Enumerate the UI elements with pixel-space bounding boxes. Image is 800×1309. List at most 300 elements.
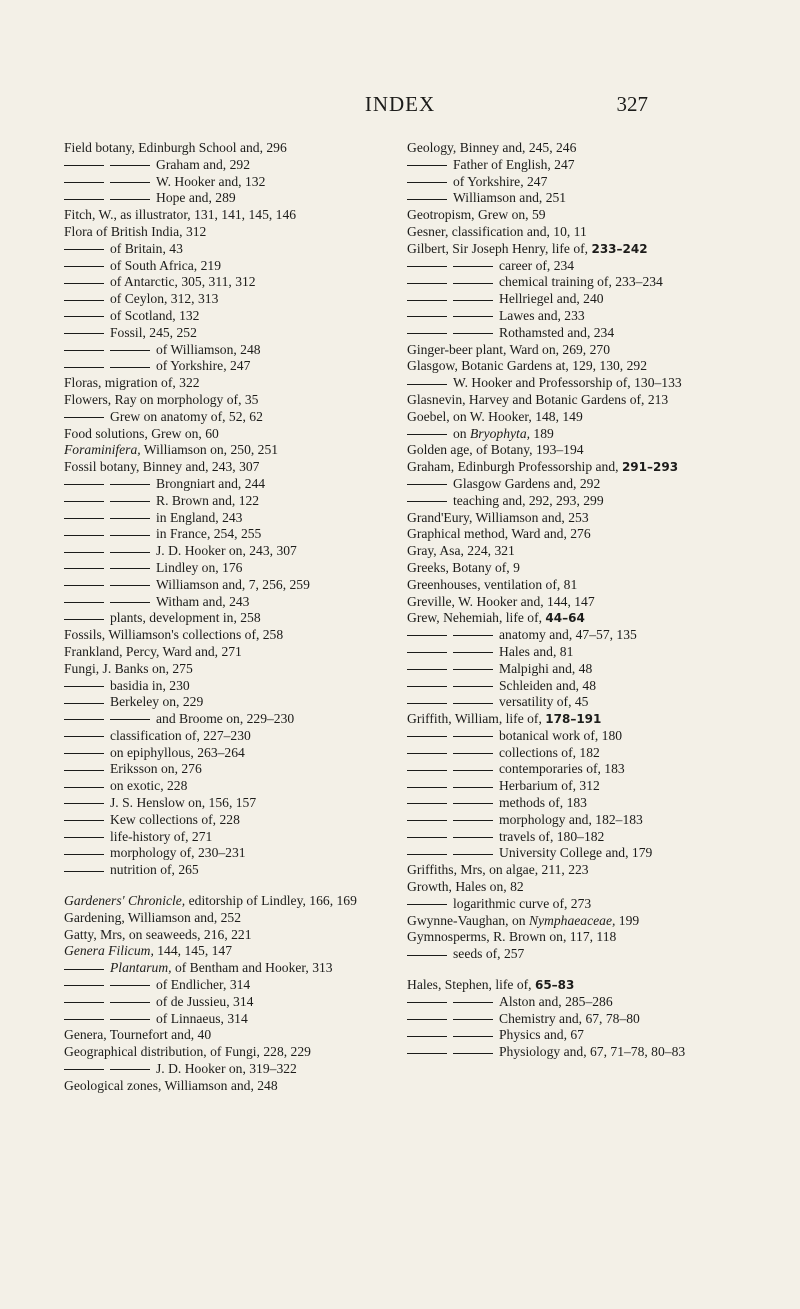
- entry-text: Hales, Stephen, life of,: [407, 977, 535, 993]
- entry-text: Griffith, William, life of,: [407, 711, 546, 727]
- repeat-dash: [64, 182, 104, 183]
- italic-term: Bryophyta,: [470, 425, 531, 441]
- entry-text: Williamson on, 250, 251: [140, 442, 279, 458]
- repeat-dash: [453, 1053, 493, 1054]
- entry-text: Griffiths, Mrs, on algae, 211, 223: [407, 862, 589, 878]
- index-subentry: [407, 661, 725, 678]
- section-gap: [64, 879, 382, 893]
- index-subentry: [407, 678, 725, 695]
- repeat-dash: [453, 736, 493, 737]
- entry-text: Gwynne-Vaughan, on: [407, 912, 529, 928]
- index-subentry: [64, 577, 382, 594]
- entry-text: Graham, Edinburgh Professorship and,: [407, 459, 622, 475]
- repeat-dash: [407, 316, 447, 317]
- repeat-dash: [453, 283, 493, 284]
- entry-text: Greenhouses, ventilation of, 81: [407, 576, 578, 592]
- index-subentry: [407, 308, 725, 325]
- repeat-dash: [64, 736, 104, 737]
- index-entry: [407, 442, 725, 459]
- index-entry: [407, 342, 725, 359]
- entry-text: Flora of British India, 312: [64, 223, 207, 239]
- entry-text: Gardening, Williamson and, 252: [64, 909, 242, 925]
- index-subentry: [64, 594, 382, 611]
- entry-text: Malpighi and, 48: [499, 660, 593, 676]
- index-entry: [64, 1078, 382, 1095]
- entry-text: of Williamson, 248: [156, 341, 261, 357]
- italic-term: Genera Filicum,: [64, 943, 154, 959]
- index-entry: [64, 661, 382, 678]
- index-subentry: [407, 845, 725, 862]
- index-subentry: [64, 409, 382, 426]
- entry-text: on exotic, 228: [110, 778, 188, 794]
- index-entry: [64, 627, 382, 644]
- repeat-dash: [407, 300, 447, 301]
- entry-text: Schleiden and, 48: [499, 677, 597, 693]
- repeat-dash: [453, 1019, 493, 1020]
- repeat-dash: [110, 367, 150, 368]
- main-page-range: 65–83: [534, 978, 575, 993]
- index-subentry: [64, 543, 382, 560]
- index-subentry: [407, 627, 725, 644]
- entry-text: Gesner, classification and, 10, 11: [407, 223, 587, 239]
- index-subentry: [64, 795, 382, 812]
- repeat-dash: [110, 1069, 150, 1070]
- index-entry: [407, 510, 725, 527]
- entry-text: Rothamsted and, 234: [499, 324, 615, 340]
- index-entry: [64, 893, 382, 910]
- repeat-dash: [453, 837, 493, 838]
- entry-text: Lindley on, 176: [156, 559, 243, 575]
- entry-text: W. Hooker and, 132: [156, 173, 266, 189]
- main-page-range: 233–242: [591, 241, 648, 256]
- index-subentry: [407, 1044, 725, 1061]
- index-entry: [407, 358, 725, 375]
- index-subentry: [407, 157, 725, 174]
- entry-text: Graham and, 292: [156, 156, 250, 172]
- index-entry: [407, 610, 725, 627]
- repeat-dash: [64, 417, 104, 418]
- entry-text: Hales and, 81: [499, 643, 574, 659]
- repeat-dash: [64, 518, 104, 519]
- index-subentry: [407, 946, 725, 963]
- entry-text: 189: [530, 425, 554, 441]
- repeat-dash: [453, 1002, 493, 1003]
- index-subentry: [64, 526, 382, 543]
- entry-text: Witham and, 243: [156, 593, 250, 609]
- entry-text: classification of, 227–230: [110, 727, 251, 743]
- index-column-right: [407, 140, 725, 1061]
- index-entry: [407, 577, 725, 594]
- repeat-dash: [407, 501, 447, 502]
- repeat-dash: [64, 871, 104, 872]
- repeat-dash: [64, 266, 104, 267]
- entry-text: travels of, 180–182: [499, 828, 605, 844]
- index-entry: [407, 879, 725, 896]
- repeat-dash: [110, 484, 150, 485]
- entry-text: Gatty, Mrs, on seaweeds, 216, 221: [64, 926, 252, 942]
- index-subentry: [407, 174, 725, 191]
- index-subentry: [64, 342, 382, 359]
- entry-text: Williamson and, 7, 256, 259: [156, 576, 310, 592]
- entry-text: of Endlicher, 314: [156, 977, 251, 993]
- index-subentry: [407, 778, 725, 795]
- entry-text: Geological zones, Williamson and, 248: [64, 1077, 278, 1093]
- index-entry: [64, 459, 382, 476]
- entry-text: Greville, W. Hooker and, 144, 147: [407, 593, 595, 609]
- repeat-dash: [64, 249, 104, 250]
- entry-text: Food solutions, Grew on, 60: [64, 425, 219, 441]
- index-subentry: [64, 291, 382, 308]
- index-subentry: [64, 1011, 382, 1028]
- entry-text: editorship of Lindley, 166, 169: [185, 893, 357, 909]
- index-entry: [407, 929, 725, 946]
- repeat-dash: [64, 837, 104, 838]
- entry-text: University College and, 179: [499, 845, 653, 861]
- repeat-dash: [453, 669, 493, 670]
- entry-text: on epiphyllous, 263–264: [110, 744, 245, 760]
- index-subentry: [64, 1061, 382, 1078]
- entry-text: Lawes and, 233: [499, 307, 585, 323]
- index-subentry: [407, 493, 725, 510]
- entry-text: of Linnaeus, 314: [156, 1010, 248, 1026]
- index-subentry: [64, 560, 382, 577]
- repeat-dash: [407, 1036, 447, 1037]
- index-entry: [64, 375, 382, 392]
- repeat-dash: [64, 165, 104, 166]
- entry-text: Fossil botany, Binney and, 243, 307: [64, 459, 260, 475]
- index-entry: [407, 913, 725, 930]
- repeat-dash: [64, 350, 104, 351]
- entry-text: Goebel, on W. Hooker, 148, 149: [407, 408, 583, 424]
- entry-text: Fossils, Williamson's collections of, 258: [64, 627, 284, 643]
- entry-text: Eriksson on, 276: [110, 761, 202, 777]
- repeat-dash: [453, 787, 493, 788]
- index-subentry: [407, 476, 725, 493]
- index-entry: [407, 207, 725, 224]
- entry-text: Williamson and, 251: [453, 190, 567, 206]
- index-subentry: [407, 375, 725, 392]
- repeat-dash: [64, 199, 104, 200]
- entry-text: Field botany, Edinburgh School and, 296: [64, 140, 287, 155]
- repeat-dash: [64, 703, 104, 704]
- index-entry: [64, 644, 382, 661]
- repeat-dash: [407, 770, 447, 771]
- repeat-dash: [407, 904, 447, 905]
- entry-text: Grew on anatomy of, 52, 62: [110, 408, 263, 424]
- entry-text: of Yorkshire, 247: [453, 173, 548, 189]
- repeat-dash: [64, 1069, 104, 1070]
- index-entry: [407, 241, 725, 258]
- entry-text: of Yorkshire, 247: [156, 358, 251, 374]
- main-page-range: 44–64: [545, 611, 585, 626]
- entry-text: 199: [615, 912, 640, 928]
- index-entry: [64, 392, 382, 409]
- entry-text: Father of English, 247: [453, 156, 575, 172]
- entry-text: in France, 254, 255: [156, 526, 262, 542]
- entry-text: Geology, Binney and, 245, 246: [407, 140, 577, 155]
- entry-text: Physics and, 67: [499, 1027, 584, 1043]
- repeat-dash: [407, 703, 447, 704]
- index-entry: [64, 1027, 382, 1044]
- entry-text: Grew, Nehemiah, life of,: [407, 610, 546, 626]
- index-subentry: [407, 745, 725, 762]
- page-header: [0, 92, 800, 116]
- index-subentry: [64, 728, 382, 745]
- repeat-dash: [407, 333, 447, 334]
- repeat-dash: [407, 837, 447, 838]
- index-entry: [407, 459, 725, 476]
- entry-text: morphology and, 182–183: [499, 811, 643, 827]
- page-title: INDEX: [364, 92, 436, 116]
- repeat-dash: [64, 854, 104, 855]
- entry-text: Gilbert, Sir Joseph Henry, life of,: [407, 240, 592, 256]
- index-subentry: [407, 812, 725, 829]
- entry-text: chemical training of, 233–234: [499, 274, 663, 290]
- entry-text: of Scotland, 132: [110, 307, 200, 323]
- entry-text: seeds of, 257: [453, 946, 525, 962]
- repeat-dash: [453, 635, 493, 636]
- repeat-dash: [453, 333, 493, 334]
- repeat-dash: [110, 501, 150, 502]
- repeat-dash: [64, 719, 104, 720]
- repeat-dash: [453, 300, 493, 301]
- index-subentry: [64, 190, 382, 207]
- index-entry: [64, 140, 382, 157]
- entry-text: Hellriegel and, 240: [499, 291, 604, 307]
- repeat-dash: [407, 283, 447, 284]
- entry-text: J. D. Hooker on, 243, 307: [156, 543, 297, 559]
- repeat-dash: [64, 602, 104, 603]
- entry-text: methods of, 183: [499, 795, 587, 811]
- entry-text: Fossil, 245, 252: [110, 324, 197, 340]
- repeat-dash: [64, 367, 104, 368]
- entry-text: on: [453, 425, 470, 441]
- repeat-dash: [64, 753, 104, 754]
- entry-text: Gymnosperms, R. Brown on, 117, 118: [407, 929, 617, 945]
- italic-term: Plantarum,: [110, 960, 172, 976]
- index-subentry: [64, 241, 382, 258]
- repeat-dash: [110, 518, 150, 519]
- index-subentry: [64, 761, 382, 778]
- repeat-dash: [407, 803, 447, 804]
- repeat-dash: [453, 1036, 493, 1037]
- repeat-dash: [64, 484, 104, 485]
- repeat-dash: [64, 535, 104, 536]
- index-entry: [407, 711, 725, 728]
- entry-text: 144, 145, 147: [153, 943, 233, 959]
- repeat-dash: [407, 1002, 447, 1003]
- repeat-dash: [407, 434, 447, 435]
- repeat-dash: [64, 619, 104, 620]
- repeat-dash: [453, 803, 493, 804]
- index-entry: [64, 910, 382, 927]
- index-entry: [64, 224, 382, 241]
- entry-text: Herbarium of, 312: [499, 778, 600, 794]
- repeat-dash: [64, 686, 104, 687]
- index-subentry: [407, 1011, 725, 1028]
- repeat-dash: [453, 753, 493, 754]
- index-entry: [407, 224, 725, 241]
- index-subentry: [64, 711, 382, 728]
- repeat-dash: [64, 552, 104, 553]
- entry-text: Grand'Eury, Williamson and, 253: [407, 509, 589, 525]
- entry-text: basidia in, 230: [110, 677, 190, 693]
- main-page-range: 178–191: [545, 712, 602, 727]
- page-number: 327: [616, 92, 648, 116]
- index-subentry: [64, 994, 382, 1011]
- repeat-dash: [64, 316, 104, 317]
- index-subentry: [64, 678, 382, 695]
- entry-text: Hope and, 289: [156, 190, 236, 206]
- index-subentry: [64, 157, 382, 174]
- index-subentry: [407, 258, 725, 275]
- entry-text: Berkeley on, 229: [110, 694, 204, 710]
- index-entry: [407, 862, 725, 879]
- repeat-dash: [64, 585, 104, 586]
- entry-text: Geographical distribution, of Fungi, 228, 229: [64, 1044, 311, 1060]
- repeat-dash: [407, 165, 447, 166]
- index-subentry: [64, 829, 382, 846]
- index-subentry: [64, 977, 382, 994]
- repeat-dash: [64, 820, 104, 821]
- repeat-dash: [407, 820, 447, 821]
- entry-text: Flowers, Ray on morphology of, 35: [64, 391, 259, 407]
- repeat-dash: [407, 955, 447, 956]
- index-subentry: [407, 728, 725, 745]
- index-subentry: [407, 694, 725, 711]
- entry-text: Frankland, Percy, Ward and, 271: [64, 643, 242, 659]
- repeat-dash: [64, 333, 104, 334]
- index-subentry: [407, 426, 725, 443]
- index-subentry: [64, 325, 382, 342]
- repeat-dash: [407, 266, 447, 267]
- index-subentry: [407, 325, 725, 342]
- repeat-dash: [64, 568, 104, 569]
- repeat-dash: [110, 1019, 150, 1020]
- index-subentry: [64, 778, 382, 795]
- entry-text: Alston and, 285–286: [499, 993, 613, 1009]
- entry-text: Chemistry and, 67, 78–80: [499, 1010, 640, 1026]
- index-entry: [64, 442, 382, 459]
- entry-text: plants, development in, 258: [110, 610, 261, 626]
- index-subentry: [407, 994, 725, 1011]
- repeat-dash: [64, 770, 104, 771]
- entry-text: of de Jussieu, 314: [156, 993, 254, 1009]
- repeat-dash: [110, 535, 150, 536]
- italic-term: Foraminifera,: [64, 442, 141, 458]
- repeat-dash: [110, 350, 150, 351]
- repeat-dash: [110, 602, 150, 603]
- repeat-dash: [110, 719, 150, 720]
- index-subentry: [64, 960, 382, 977]
- repeat-dash: [407, 854, 447, 855]
- index-subentry: [64, 510, 382, 527]
- entry-text: life-history of, 271: [110, 828, 213, 844]
- italic-term: Nymphaeaceae,: [528, 912, 616, 928]
- repeat-dash: [64, 1019, 104, 1020]
- entry-text: logarithmic curve of, 273: [453, 895, 592, 911]
- repeat-dash: [453, 770, 493, 771]
- index-subentry: [407, 761, 725, 778]
- index-subentry: [64, 476, 382, 493]
- repeat-dash: [110, 552, 150, 553]
- repeat-dash: [64, 985, 104, 986]
- repeat-dash: [407, 686, 447, 687]
- repeat-dash: [407, 736, 447, 737]
- repeat-dash: [453, 854, 493, 855]
- repeat-dash: [453, 686, 493, 687]
- index-entry: [407, 977, 725, 994]
- index-subentry: [407, 644, 725, 661]
- entry-text: Greeks, Botany of, 9: [407, 559, 520, 575]
- entry-text: botanical work of, 180: [499, 727, 623, 743]
- index-entry: [407, 392, 725, 409]
- repeat-dash: [110, 182, 150, 183]
- repeat-dash: [407, 669, 447, 670]
- index-subentry: [64, 694, 382, 711]
- index-entry: [64, 943, 382, 960]
- index-subentry: [64, 174, 382, 191]
- index-column-left: [64, 140, 382, 1095]
- index-subentry: [64, 812, 382, 829]
- index-subentry: [64, 745, 382, 762]
- entry-text: of Britain, 43: [110, 240, 183, 256]
- entry-text: versatility of, 45: [499, 694, 589, 710]
- index-subentry: [64, 845, 382, 862]
- entry-text: anatomy and, 47–57, 135: [499, 627, 637, 643]
- index-subentry: [407, 190, 725, 207]
- entry-text: and Broome on, 229–230: [156, 711, 295, 727]
- entry-text: J. S. Henslow on, 156, 157: [110, 795, 257, 811]
- index-subentry: [64, 862, 382, 879]
- entry-text: contemporaries of, 183: [499, 761, 625, 777]
- repeat-dash: [110, 585, 150, 586]
- entry-text: Glasgow Gardens and, 292: [453, 475, 601, 491]
- entry-text: Physiology and, 67, 71–78, 80–83: [499, 1044, 686, 1060]
- index-entry: [407, 594, 725, 611]
- repeat-dash: [407, 199, 447, 200]
- index-subentry: [64, 258, 382, 275]
- entry-text: of Ceylon, 312, 313: [110, 291, 219, 307]
- repeat-dash: [64, 969, 104, 970]
- index-entry: [407, 526, 725, 543]
- repeat-dash: [110, 568, 150, 569]
- entry-text: nutrition of, 265: [110, 862, 199, 878]
- repeat-dash: [407, 1053, 447, 1054]
- index-subentry: [407, 1027, 725, 1044]
- repeat-dash: [64, 787, 104, 788]
- entry-text: Growth, Hales on, 82: [407, 879, 524, 895]
- entry-text: of South Africa, 219: [110, 257, 221, 273]
- entry-text: Geotropism, Grew on, 59: [407, 207, 546, 223]
- index-entry: [64, 927, 382, 944]
- entry-text: morphology of, 230–231: [110, 845, 246, 861]
- repeat-dash: [407, 635, 447, 636]
- repeat-dash: [110, 985, 150, 986]
- entry-text: Golden age, of Botany, 193–194: [407, 442, 584, 458]
- repeat-dash: [407, 787, 447, 788]
- entry-text: Brongniart and, 244: [156, 475, 266, 491]
- index-entry: [407, 140, 725, 157]
- entry-text: Fungi, J. Banks on, 275: [64, 660, 193, 676]
- entry-text: Graphical method, Ward and, 276: [407, 526, 591, 542]
- repeat-dash: [64, 283, 104, 284]
- repeat-dash: [64, 1002, 104, 1003]
- entry-text: of Bentham and Hooker, 313: [171, 960, 333, 976]
- entry-text: Floras, migration of, 322: [64, 375, 200, 391]
- index-subentry: [64, 610, 382, 627]
- entry-text: of Antarctic, 305, 311, 312: [110, 274, 256, 290]
